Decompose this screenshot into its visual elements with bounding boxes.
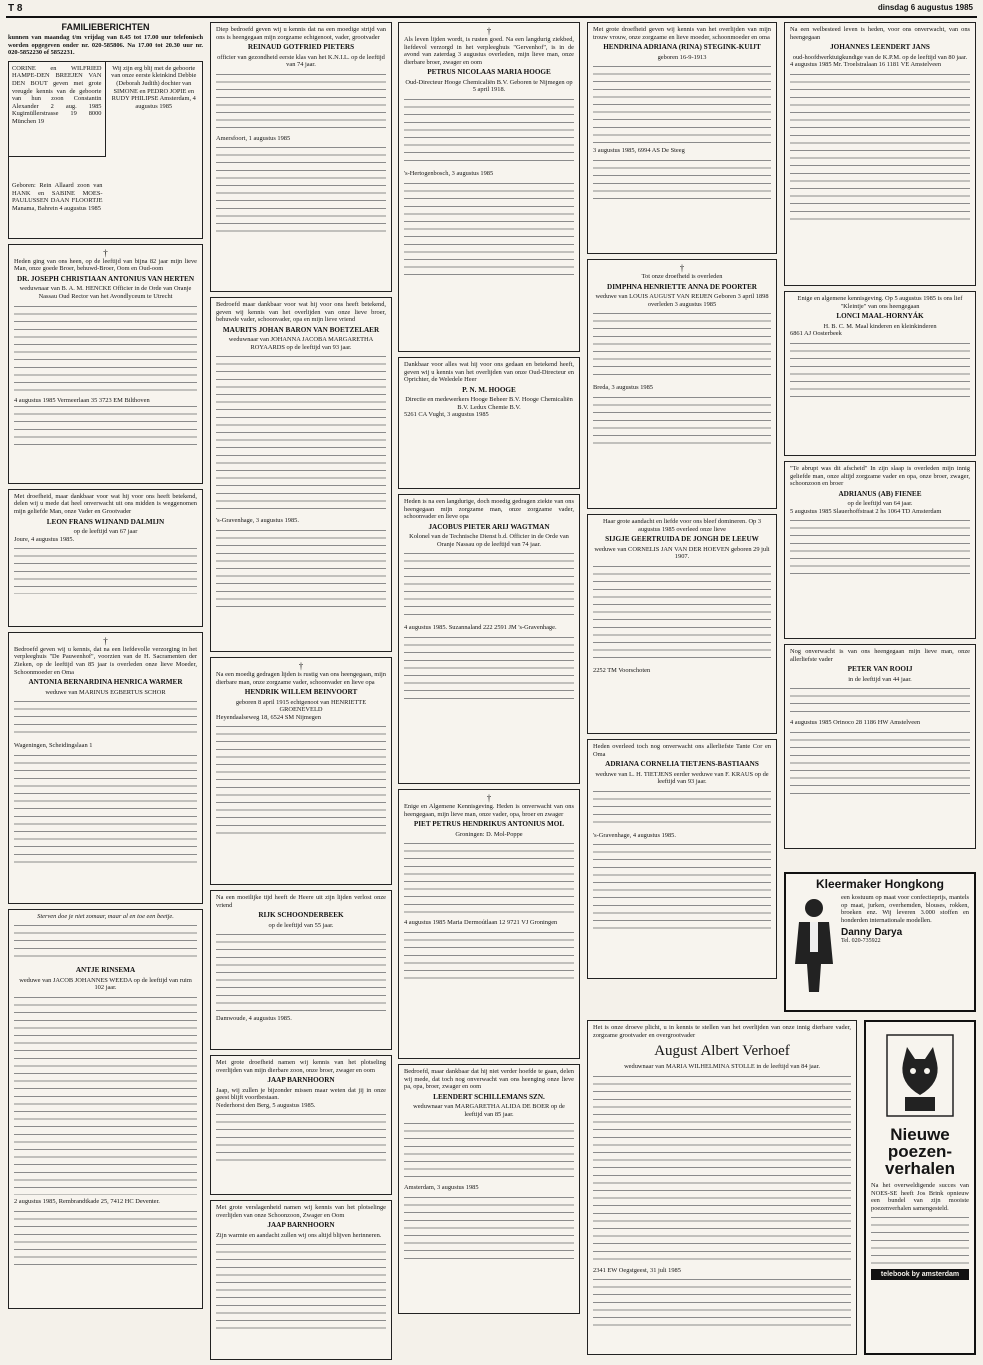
header-rule bbox=[6, 16, 977, 18]
notice-barnhoorn-2 bbox=[210, 1200, 392, 1360]
notice-verhoef bbox=[587, 1020, 857, 1355]
notice-detail: weduwnaar van B. A. M. HENCKE Officier in de Orde van Oranje Nassau Oud Rector van het Avondlyceum te Utrecht bbox=[19, 285, 192, 300]
notice-detail: officier van gezondheid eerste klas van het K.N.I.L. op de leeftijd van 74 jaar. bbox=[217, 53, 385, 69]
cross-icon: † bbox=[103, 247, 108, 258]
notice-date: 2341 EW Oegstgeest, 31 juli 1985 bbox=[593, 1266, 681, 1274]
notice-intro: Heden is na een langdurige, doch moedig gedragen ziekte van ons heengegaan mijn zorgzame man, onze zorgzame vader, schoonvader en lieve opa bbox=[404, 498, 574, 521]
birth-notice-debbie: Wij zijn erg blij met de geboorte van onze eerste kleinkind Debbie (Deborah Judith) dochter van SIMONE en PEDRO JOPIE en RUDY PHILIPSE Amsterdam, 4 augustus 1985 bbox=[111, 64, 197, 110]
notice-intro: Enige en Algemene Kennisgeving. Heden is onverwacht van ons heengegaan, mijn lieve man, onze vader, opa, broer en zwager bbox=[404, 803, 574, 818]
ad-kleermaker-hongkong bbox=[784, 872, 976, 1012]
deceased-name: ANTJE RINSEMA bbox=[75, 966, 136, 975]
funeral-details bbox=[216, 145, 386, 235]
notice-rinsema bbox=[8, 909, 203, 1309]
deceased-name: August Albert Verhoef bbox=[654, 1043, 790, 1060]
notice-intro: "Te abrupt was dit afscheid" In zijn slaap is overleden mijn innig geliefde man, onze altijd zorgzame vader en opa, onze broer, zwager, schoonzoon en broer bbox=[790, 465, 970, 488]
relatives-list bbox=[593, 64, 771, 144]
relatives-list bbox=[593, 311, 771, 381]
notice-detail: weduwe van CORNELIS JAN VAN DER HOEVEN geboren 29 juli 1907. bbox=[594, 545, 770, 561]
notice-date: Nederhorst den Berg, 5 augustus 1985. bbox=[216, 1101, 316, 1109]
relatives-list bbox=[593, 789, 771, 829]
notice-detail: Oud-Directeur Hooge Chemicaliën B.V. Geboren te Nijmegen op 5 april 1918. bbox=[405, 78, 573, 94]
ad-phone: Tel. 020-735922 bbox=[841, 938, 881, 945]
notice-detail: Jaap, wij zullen je bijzonder missen maar weten dat jij in onze geest blijft voortbestaan. bbox=[216, 1086, 386, 1102]
notice-detail: Groningen: D. Mol-Poppe bbox=[455, 830, 523, 838]
deceased-name: DR. JOSEPH CHRISTIAAN ANTONIUS VAN HERTEN bbox=[16, 274, 195, 283]
notice-detail: Zijn warmte en aandacht zullen wij ons altijd blijven herinneren. bbox=[216, 1231, 382, 1239]
funeral-details bbox=[14, 546, 197, 594]
notice-date: Wageningen, Scheidingslaan 1 bbox=[14, 742, 93, 750]
birth-notice-constantin: CORINE en WILFRIED HAMPE-DEN BREEJEN VAN DEN BOUT geven met grote vreugde kennis van de geboorte van hun zoon Constantin Alexander 2 aug. 1985 Kugimüllerstrasse 19 8000 München 19 bbox=[9, 62, 106, 157]
notice-date: 4 augustus 1985 Mr. Troelstralaan 16 1181 VE Amstelveen bbox=[790, 61, 942, 69]
notice-intro: Heden overleed toch nog onverwacht ons allerliefste Tante Cor en Oma bbox=[593, 743, 771, 758]
notice-date: Joure, 4 augustus 1985. bbox=[14, 535, 75, 543]
notice-hooge-2 bbox=[398, 357, 580, 489]
notice-mol bbox=[398, 789, 580, 1059]
funeral-details bbox=[404, 930, 574, 985]
notice-detail: op de leeftijd van 67 jaar bbox=[73, 527, 138, 535]
notice-intro: Heden ging van ons heen, op de leeftijd van bijna 82 jaar mijn lieve Man, onze goede Broer, behuwd-Broer, Oom en Oud-oom bbox=[14, 257, 197, 273]
deceased-name: LONCI MAAL-HORNYÁK bbox=[836, 312, 924, 321]
deceased-name: HENDRIK WILLEM BEINVOORT bbox=[244, 688, 358, 697]
notice-leeuw bbox=[587, 514, 777, 734]
funeral-details bbox=[404, 635, 574, 705]
notice-schoonderbeek bbox=[210, 890, 392, 1050]
family-section-intro: kunnen van maandag t/m vrijdag van 8.45 tot 17.00 uur telefonisch worden opgegeven onder nr. 020-585806. Na 17.00 tot 20.30 uur nr. 020-5852230 of 5852231. bbox=[8, 34, 203, 57]
notice-dalmijn bbox=[8, 489, 203, 627]
birth-notices bbox=[8, 61, 203, 239]
notice-rooij bbox=[784, 644, 976, 849]
notice-poem: Sterven doe je niet zomaar, maar al en toe een beetje. bbox=[37, 912, 174, 920]
funeral-details bbox=[14, 404, 197, 448]
deceased-name: HENDRINA ADRIANA (RINA) STEGINK-KUIJT bbox=[603, 43, 761, 52]
notice-pieters bbox=[210, 22, 392, 292]
notice-date: Amsterdam, 3 augustus 1985 bbox=[404, 1184, 479, 1192]
notice-hooge-1 bbox=[398, 22, 580, 352]
ad-title-line-1: Nieuwe bbox=[890, 1125, 950, 1144]
funeral-details bbox=[404, 1195, 574, 1265]
funeral-details bbox=[593, 842, 771, 932]
ad-title-line-3: verhalen bbox=[885, 1159, 955, 1178]
cross-icon: † bbox=[103, 635, 108, 646]
notice-boetzelaer bbox=[210, 297, 392, 652]
relatives-list bbox=[216, 72, 386, 132]
notice-date: 3 augustus 1985, 6994 AS De Steeg bbox=[593, 147, 685, 155]
notice-date: 4 augustus 1985 Vermeerlaan 35 3723 EM Bilthoven bbox=[14, 396, 150, 404]
ad-owner: Danny Darya bbox=[841, 927, 903, 939]
funeral-details bbox=[216, 724, 386, 834]
notice-intro: Diep bedroefd geven wij u kennis dat na een moedige strijd van ons is heengegaan mijn zorgzame echtgenoot, vader, grootvader bbox=[216, 26, 386, 41]
notice-warmer bbox=[8, 632, 203, 904]
family-section-title: FAMILIEBERICHTEN bbox=[61, 22, 150, 32]
notice-intro: Als leven lijden wordt, is rusten goed. Na een langdurig ziekbed, liefdevol verzorgd in het verpleeghuis "Gervenhof", is in de avond van zaterdag 3 augustus overleden, mijn lieve man, onze dierbare broer, zwager en oom bbox=[404, 36, 574, 66]
funeral-details bbox=[216, 528, 386, 608]
ad-footer: telebook by amsterdam bbox=[871, 1269, 969, 1280]
notice-detail: weduwnaar van JOHANNA JACOBA MARGARETHA ROYAARDS op de leeftijd van 93 jaar. bbox=[228, 336, 374, 351]
ad-more-text bbox=[871, 1215, 969, 1265]
notice-date: 2 augustus 1985, Rembrandtkade 25, 7412 HC Deventer. bbox=[14, 1197, 160, 1205]
relatives-list bbox=[593, 1074, 851, 1264]
notice-intro: Na een moeilijke tijd heeft de Heere uit zijn lijden verlost onze vriend bbox=[216, 894, 386, 909]
notice-detail: weduwe van JACOB JOHANNES WEEDA op de leeftijd van ruim 102 jaar. bbox=[19, 976, 192, 992]
deceased-name: LEENDERT SCHILLEMANS SZN. bbox=[433, 1092, 545, 1101]
notice-date: Heyendaalseweg 18, 6524 SM Nijmegen bbox=[216, 713, 321, 721]
notice-detail: oud-hoofdwerktuigkundige van de K.P.M. op de leeftijd van 80 jaar. bbox=[792, 53, 968, 61]
notice-intro: Tot onze droefheid is overleden bbox=[641, 273, 723, 280]
notice-date: 's-Gravenhage, 3 augustus 1985. bbox=[216, 517, 299, 525]
deceased-name: SIJGJE GEERTRUIDA DE JONGH DE LEEUW bbox=[605, 535, 759, 544]
deceased-name: ADRIANUS (AB) FIENEE bbox=[838, 489, 922, 498]
notice-intro: Het is onze droeve plicht, u in kennis te stellen van het overlijden van onze innig dierbare vader, zorgzame grootvader en overgrootvader bbox=[593, 1024, 851, 1039]
notice-barnhoorn-1 bbox=[210, 1055, 392, 1195]
deceased-name: ADRIANA CORNELIA TIETJENS-BASTIAANS bbox=[605, 760, 759, 769]
relatives-list bbox=[14, 304, 197, 394]
notice-date: 's-Hertogenbosch, 3 augustus 1985 bbox=[404, 169, 494, 177]
notice-tietjens bbox=[587, 739, 777, 979]
notice-intro: Met droefheid, maar dankbaar voor wat hij voor ons heeft betekend, delen wij u mede dat heel onverwacht uit ons midden is weggenomen mijn geliefde Man, onze Vader en Grootvader bbox=[14, 492, 197, 515]
cross-icon: † bbox=[679, 263, 685, 273]
poem-lines bbox=[14, 923, 197, 963]
notice-stegink bbox=[587, 22, 777, 254]
relatives-list bbox=[790, 686, 970, 716]
relatives-list bbox=[216, 1112, 386, 1162]
notice-detail: weduwe van LOUIS AUGUST VAN REIJEN Geboren 3 april 1898 overleden 3 augustus 1985 bbox=[595, 293, 769, 308]
deceased-name: ANTONIA BERNARDINA HENRICA WARMER bbox=[28, 678, 183, 687]
deceased-name: PETRUS NICOLAAS MARIA HOOGE bbox=[427, 68, 551, 77]
notice-wagtman bbox=[398, 494, 580, 784]
funeral-details bbox=[790, 72, 970, 222]
column-5 bbox=[784, 22, 976, 854]
notice-detail: Kolonel van de Technische Dienst b.d. Officier in de Orde van Oranje Nassau op de leeftijd van 74 jaar. bbox=[409, 533, 569, 548]
column-3 bbox=[398, 22, 580, 1319]
relatives-list bbox=[404, 1121, 574, 1181]
deceased-name: JACOBUS PIETER ARIJ WAGTMAN bbox=[428, 522, 550, 531]
notice-date: 5 augustus 1985 Slauerhoffstraat 2 hs 1064 TD Amsterdam bbox=[790, 507, 942, 515]
notice-date: 's-Gravenhage, 4 augustus 1985. bbox=[593, 831, 676, 839]
notice-intro: Nog onverwacht is van ons heengegaan mijn lieve man, onze allerliefste vader bbox=[790, 648, 970, 663]
relatives-list bbox=[593, 564, 771, 664]
page-date: dinsdag 6 augustus 1985 bbox=[877, 3, 973, 12]
notice-intro: Na een welbesteed leven is heden, voor ons onverwacht, van ons heengegaan bbox=[790, 26, 970, 41]
funeral-details bbox=[593, 395, 771, 450]
funeral-details bbox=[404, 181, 574, 281]
tailor-figure-icon bbox=[791, 894, 837, 994]
notice-date: 4 augustus 1985. Suzannaland 222 2591 JM 's-Gravenhage. bbox=[404, 624, 557, 632]
deceased-name: LEON FRANS WIJNAND DALMIJN bbox=[46, 517, 165, 526]
notice-date: 4 augustus 1985 Maria Dermoútlaan 12 9721 VJ Groningen bbox=[404, 919, 558, 927]
relatives-list bbox=[404, 841, 574, 916]
funeral-details bbox=[593, 158, 771, 203]
column-4 bbox=[587, 22, 777, 984]
funeral-details bbox=[790, 341, 970, 401]
relatives-list bbox=[14, 995, 197, 1195]
notice-intro: Bedroefd, maar dankbaar dat hij niet verder hoefde te gaan, delen wij mede, dat toch nog onverwacht van ons heenging onze lieve pa, opa, broer, zwager en oom bbox=[404, 1068, 574, 1091]
notice-fienee bbox=[784, 461, 976, 639]
deceased-name: PIET PETRUS HENDRIKUS ANTONIUS MOL bbox=[413, 820, 565, 829]
notice-herten bbox=[8, 244, 203, 484]
notice-date: Damwoude, 4 augustus 1985. bbox=[216, 1015, 292, 1023]
notice-detail: weduwnaar van MARIA WILHELMINA STOLLE in de leeftijd van 84 jaar. bbox=[624, 1063, 820, 1071]
ad-title-line-2: poezen- bbox=[887, 1142, 953, 1161]
notice-intro: Na een moedig gedragen lijden is rustig van ons heengegaan, mijn dierbare man, onze zorgzame vader, schoonvader en lieve opa bbox=[216, 671, 386, 686]
notice-intro: Enige en algemene kennisgeving. Op 5 augustus 1985 is ons lief "Kleintje" van ons heengegaan bbox=[797, 295, 963, 310]
notice-date: 6861 AJ Oosterbeek bbox=[790, 330, 842, 338]
funeral-details bbox=[14, 753, 197, 863]
notice-poorter bbox=[587, 259, 777, 509]
ad-title: Kleermaker Hongkong bbox=[815, 877, 945, 891]
cross-icon: † bbox=[298, 661, 304, 671]
deceased-name: RIJK SCHOONDERBEEK bbox=[258, 911, 344, 920]
notice-intro: Dankbaar voor alles wat hij voor ons gedaan en betekend heeft, geven wij u kennis van het overlijden van onze Oud-Directeur en Oprichter, de Weledele Heer bbox=[404, 361, 574, 384]
notice-detail: op de leeftijd van 55 jaar. bbox=[268, 921, 334, 929]
funeral-details bbox=[593, 1277, 851, 1327]
notice-date: 2252 TM Voorschoten bbox=[593, 666, 651, 674]
relatives-list bbox=[216, 354, 386, 514]
relatives-list bbox=[216, 1242, 386, 1332]
notice-intro: Met grote verslagenheid namen wij kennis van het plotselinge overlijden van onze Schoonzoon, Zwager en Oom bbox=[216, 1204, 386, 1219]
deceased-name: JAAP BARNHOORN bbox=[267, 1221, 335, 1230]
column-2 bbox=[210, 22, 392, 1365]
deceased-name: MAURITS JOHAN BARON VAN BOETZELAER bbox=[222, 325, 380, 334]
notice-detail: H. B. C. M. Maal kinderen en kleinkinderen bbox=[823, 322, 937, 330]
notice-detail: in de leeftijd van 44 jaar. bbox=[848, 675, 912, 683]
notice-intro: Met grote droefheid geven wij kennis van het overlijden van mijn trouw vrouw, onze zorgzame en lieve moeder, schoonmoeder en oma bbox=[593, 26, 771, 41]
relatives-list bbox=[404, 551, 574, 621]
notice-intro: Bedroefd geven wij u kennis, dat na een liefdevolle verzorging in het verpleeghuis "De Pauwenhof", voorzien van de H. Sacramenten der Zieken, op de leeftijd van 85 jaar is overleden onze lieve Moeder, Schoonmoeder en Oma bbox=[14, 645, 197, 676]
notice-detail: weduwe van L. H. TIETJENS eerder weduwe van F. KRAUS op de leeftijd van 93 jaar. bbox=[595, 770, 769, 786]
relatives-list bbox=[216, 932, 386, 1012]
ad-text: een kostuum op maat voor confectieprijs, mantels op maat, jurken, overhemden, blouses, rokken, broeken enz. Wij leveren 3.000 stoffen en honderden internationale modellen. bbox=[841, 894, 969, 924]
notice-intro: Met grote droefheid namen wij kennis van het plotseling overlijden van mijn dierbare zoon, onze broer, zwager en oom bbox=[216, 1059, 386, 1074]
relatives-list bbox=[404, 97, 574, 167]
notice-date: 4 augustus 1985 Orinoco 28 1186 HW Amstelveen bbox=[790, 719, 921, 727]
notice-date: Breda, 3 augustus 1985 bbox=[593, 384, 653, 392]
deceased-name: P. N. M. HOOGE bbox=[462, 385, 516, 394]
notice-detail: geboren 16-9-1913 bbox=[657, 53, 707, 61]
notice-detail: weduwnaar van MARGARETHA ALIDA DE BOER op de leeftijd van 85 jaar. bbox=[413, 1103, 565, 1118]
notice-detail: weduwe van MARINUS EGBERTUS SCHOR bbox=[45, 688, 166, 696]
notice-intro: Bedroefd maar dankbaar voor wat hij voor ons heeft betekend, geven wij kennis van het overlijden van onze lieve broer, behuwde vader, schoonvader, opa en mijn lieve vriend bbox=[216, 301, 386, 324]
funeral-details bbox=[790, 518, 970, 578]
notice-detail: op de leeftijd van 64 jaar. bbox=[847, 500, 913, 508]
ad-text: Na het overweldigende succes van NOES-SE heeft Jos Brink opnieuw een bundel van zijn mooiste poezenverhalen samengesteld. bbox=[871, 1182, 969, 1212]
deceased-name: JAAP BARNHOORN bbox=[267, 1076, 335, 1085]
page-marker: T 8 bbox=[8, 3, 23, 14]
column-1 bbox=[8, 22, 203, 1314]
deceased-name: DIMPHNA HENRIETTE ANNA DE POORTER bbox=[607, 282, 757, 291]
deceased-name: PETER VAN ROOIJ bbox=[847, 665, 913, 674]
funeral-details bbox=[14, 1209, 197, 1269]
notice-jans bbox=[784, 22, 976, 286]
ad-nieuwe-poezenverhalen bbox=[864, 1020, 976, 1355]
notice-intro: Haar grote aandacht en liefde voor ons bleef domineren. Op 3 augustus 1985 overleed onze lieve bbox=[602, 518, 762, 533]
cross-icon: † bbox=[486, 26, 492, 36]
notice-maal bbox=[784, 291, 976, 456]
notice-date: 5261 CA Vught, 3 augustus 1985 bbox=[404, 411, 489, 419]
birth-notice-rein: Geboren: Rein Allaard zoon van HANK en SABINE MOES-PAULUSSEN DAAN FLOORTJE Manama, Bahrein 4 augustus 1985 bbox=[12, 182, 103, 212]
cat-book-icon bbox=[885, 1033, 955, 1118]
notice-beinvoort bbox=[210, 657, 392, 885]
deceased-name: REINAUD GOTFRIED PIETERS bbox=[247, 43, 355, 52]
deceased-name: JOHANNES LEENDERT JANS bbox=[830, 43, 930, 52]
notice-schillemans bbox=[398, 1064, 580, 1314]
notice-detail: geboren 8 april 1915 echtgenoot van HENRIETTE GROENEVELD bbox=[235, 698, 367, 714]
cross-icon: † bbox=[486, 793, 492, 803]
relatives-list bbox=[14, 699, 197, 739]
notice-date: Amersfoort, 1 augustus 1985 bbox=[216, 134, 291, 142]
funeral-details bbox=[790, 730, 970, 800]
notice-detail: Directie en medewerkers Hooge Beheer B.V. Hooge Chemicaliën B.V. Ledux Chemie B.V. bbox=[405, 396, 573, 411]
